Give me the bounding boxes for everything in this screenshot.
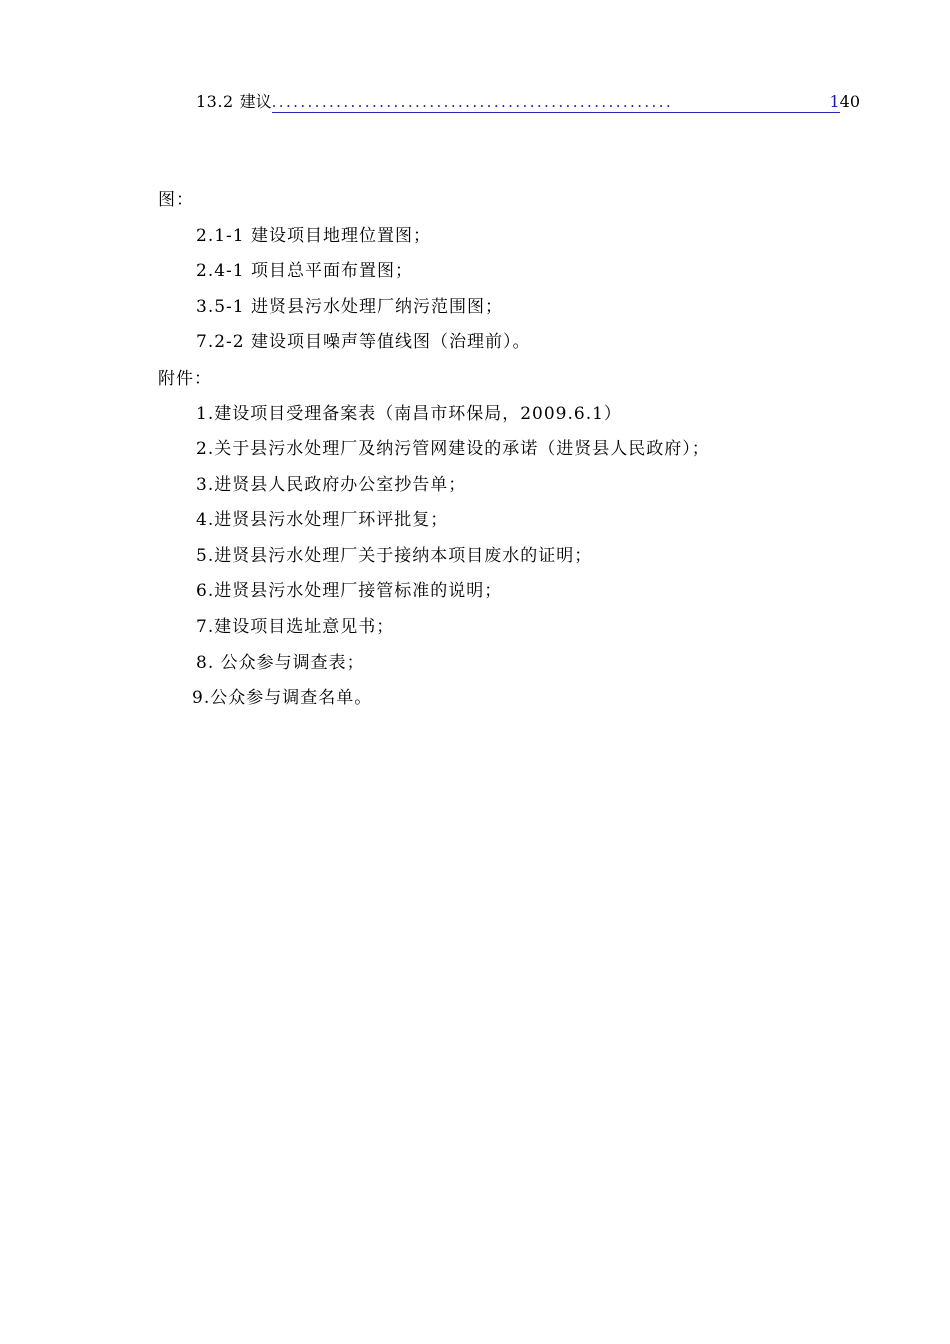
toc-page-number-link[interactable]: 1 (829, 92, 840, 111)
figure-item-3: 3.5-1 进贤县污水处理厂纳污范围图； (196, 297, 503, 317)
attachment-item-5: 5.进贤县污水处理厂关于接纳本项目废水的证明； (196, 546, 593, 566)
toc-entry-title: 建议 (239, 92, 272, 111)
figure-item-1: 2.1-1 建设项目地理位置图； (196, 226, 431, 246)
toc-page-number-rest: 40 (839, 92, 860, 111)
attachment-item-8: 8. 公众参与调查表； (196, 653, 365, 673)
attachment-item-6: 6.进贤县污水处理厂接管标准的说明； (196, 581, 503, 601)
attachment-item-9: 9.公众参与调查名单。 (192, 688, 373, 708)
figure-item-2: 2.4-1 项目总平面布置图； (196, 261, 413, 281)
toc-dot-leader-link[interactable]: ........................................................ (272, 92, 830, 113)
attachment-item-3: 3.进贤县人民政府办公室抄告单； (196, 475, 467, 495)
attachment-item-1: 1.建设项目受理备案表（南昌市环保局，2009.6.1） (196, 404, 622, 424)
toc-entry-13-2[interactable] (196, 90, 860, 114)
attachments-heading: 附件： (158, 369, 212, 389)
toc-entry-number: 13.2 (196, 92, 234, 111)
figure-item-4: 7.2-2 建设项目噪声等值线图（治理前）。 (196, 332, 531, 352)
attachment-item-2: 2.关于县污水处理厂及纳污管网建设的承诺（进贤县人民政府）； (196, 439, 710, 459)
attachment-item-4: 4.进贤县污水处理厂环评批复； (196, 510, 449, 530)
attachment-item-7: 7.建设项目选址意见书； (196, 617, 395, 637)
figures-heading: 图： (158, 190, 194, 210)
